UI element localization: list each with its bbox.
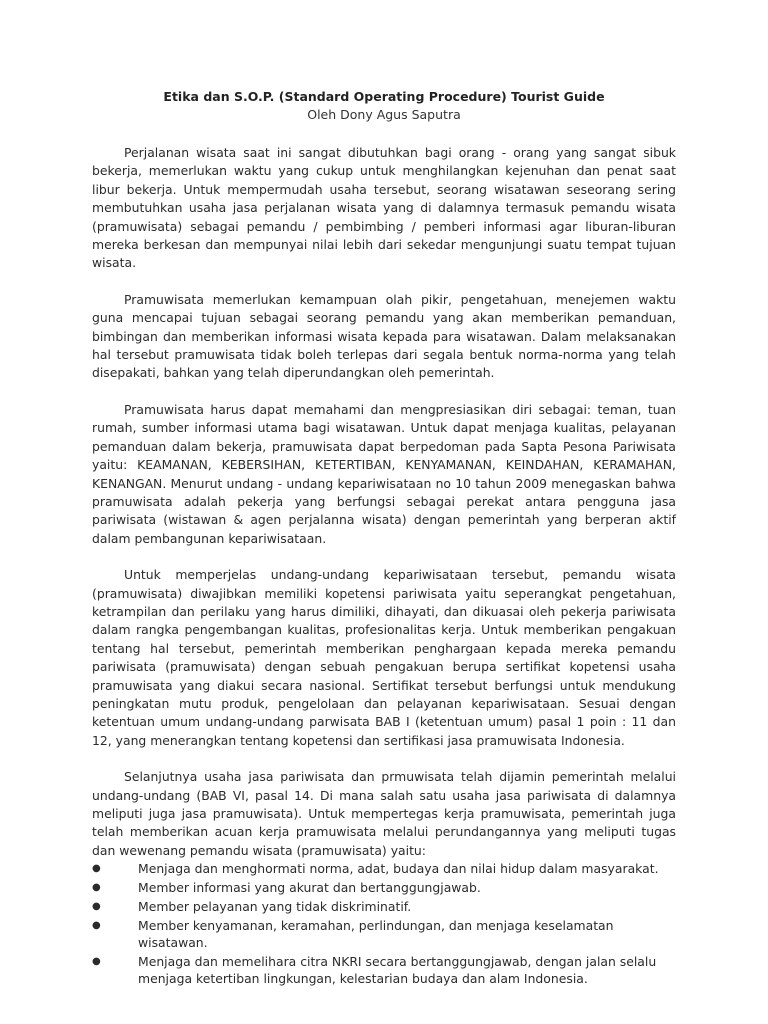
- paragraph-4: Untuk memperjelas undang-undang kepariwisataan tersebut, pemandu wisata (pramuwisata) diwajibkan memiliki kopetensi pariwisata yaitu seperangkat pengetahuan, ketrampilan dan perilaku yang harus dimiliki, dihayati, dan dikuasai oleh pekerja pariwisata dalam rangka pengembangan kualitas, profesionalitas kerja. Untuk memberikan pengakuan tentang hal tersebut, pemerintah memberikan penghargaan kepada mereka pemandu pariwisata (pramuwisata) dengan sebuah pengakuan berupa sertifikat kopetensi usaha pramuwisata yang diakui secara nasional. Sertifikat tersebut berfungsi untuk mendukung peningkatan mutu produk, pengelolaan dan pelayanan kepariwisataan. Sesuai dengan ketentuan umum undang-undang parwisata BAB I (ketentuan umum) pasal 1 poin : 11 dan 12, yang menerangkan tentang kopetensi dan sertifikasi jasa pramuwisata Indonesia.: [92, 567, 676, 748]
- list-item: [92, 860, 676, 877]
- list-item-text: Menjaga dan memelihara citra NKRI secara bertanggungjawab, dengan jalan selalu menjaga ketertiban lingkungan, kelestarian budaya dan alam Indonesia.: [138, 954, 657, 987]
- list-item-text: Member informasi yang akurat dan bertanggungjawab.: [138, 880, 481, 896]
- paragraph-1: Perjalanan wisata saat ini sangat dibutuhkan bagi orang - orang yang sangat sibuk bekerja, memerlukan waktu yang cukup untuk menghilangkan kejenuhan dan penat saat libur bekerja. Untuk mempermudah usaha tersebut, seorang wisatawan seseorang sering membutuhkan usaha jasa perjalanan wisata yang di dalamnya termasuk pemandu wisata (pramuwisata) sebagai pemandu / pembimbing / pemberi informasi agar liburan-liburan mereka berkesan dan mempunyai nilai lebih dari sekedar mengunjungi suatu tempat tujuan wisata.: [92, 145, 676, 271]
- list-item-text: Member kenyamanan, keramahan, perlindungan, dan menjaga keselamatan wisatawan.: [138, 918, 614, 951]
- list-item: [92, 953, 676, 987]
- bullet-icon: ●: [92, 901, 101, 913]
- bullet-icon: ●: [92, 863, 101, 875]
- list-item: [92, 917, 676, 951]
- document-author: Oleh Dony Agus Saputra: [307, 107, 461, 122]
- paragraph-3: Pramuwisata harus dapat memahami dan mengpresiasikan diri sebagai: teman, tuan rumah, sumber informasi utama bagi wisatawan. Untuk dapat menjaga kualitas, pelayanan pemanduan dalam bekerja, pramuwisata dapat berpedoman pada Sapta Pesona Pariwisata yaitu: KEAMANAN, KEBERSIHAN, KETERTIBAN, KENYAMANAN, KEINDAHAN, KERAMAHAN, KENANGAN. Menurut undang - undang kepariwisataan no 10 tahun 2009 menegaskan bahwa pramuwisata adalah pekerja yang berfungsi sebagai perekat antara pengguna jasa pariwisata (wistawan & agen perjalanna wisata) dengan pemerintah yang berperan aktif dalam pembangunan kepariwisataan.: [92, 401, 676, 546]
- list-item-text: Menjaga dan menghormati norma, adat, budaya dan nilai hidup dalam masyarakat.: [138, 861, 659, 877]
- list-item: [92, 898, 676, 915]
- document-page: [92, 88, 676, 989]
- document-title: Etika dan S.O.P. (Standard Operating Procedure) Tourist Guide: [163, 89, 605, 104]
- bullet-icon: ●: [92, 882, 101, 894]
- list-item-text: Member pelayanan yang tidak diskriminatif.: [138, 899, 412, 915]
- bullet-icon: ●: [92, 920, 101, 932]
- bullet-icon: ●: [92, 956, 101, 968]
- duty-list: [92, 860, 676, 987]
- paragraph-2: Pramuwisata memerlukan kemampuan olah pikir, pengetahuan, menejemen waktu guna mencapai tujuan sebagai seorang pemandu yang akan memberikan pemanduan, bimbingan dan memberikan informasi wisata kepada para wisatawan. Dalam melaksanakan hal tersebut pramuwisata tidak boleh terlepas dari segala bentuk norma-norma yang telah disepakati, bahkan yang telah diperundangkan oleh pemerintah.: [92, 291, 676, 381]
- list-item: [92, 879, 676, 896]
- paragraph-5: Selanjutnya usaha jasa pariwisata dan prmuwisata telah dijamin pemerintah melalui undang-undang (BAB VI, pasal 14. Di mana salah satu usaha jasa pariwisata di dalamnya meliputi juga jasa pramuwisata). Untuk mempertegas kerja pramuwisata, pemerintah juga telah memberikan acuan kerja pramuwisata melalui perundangannya yang meliputi tugas dan wewenang pemandu wisata (pramuwisata) yaitu:: [92, 769, 676, 858]
